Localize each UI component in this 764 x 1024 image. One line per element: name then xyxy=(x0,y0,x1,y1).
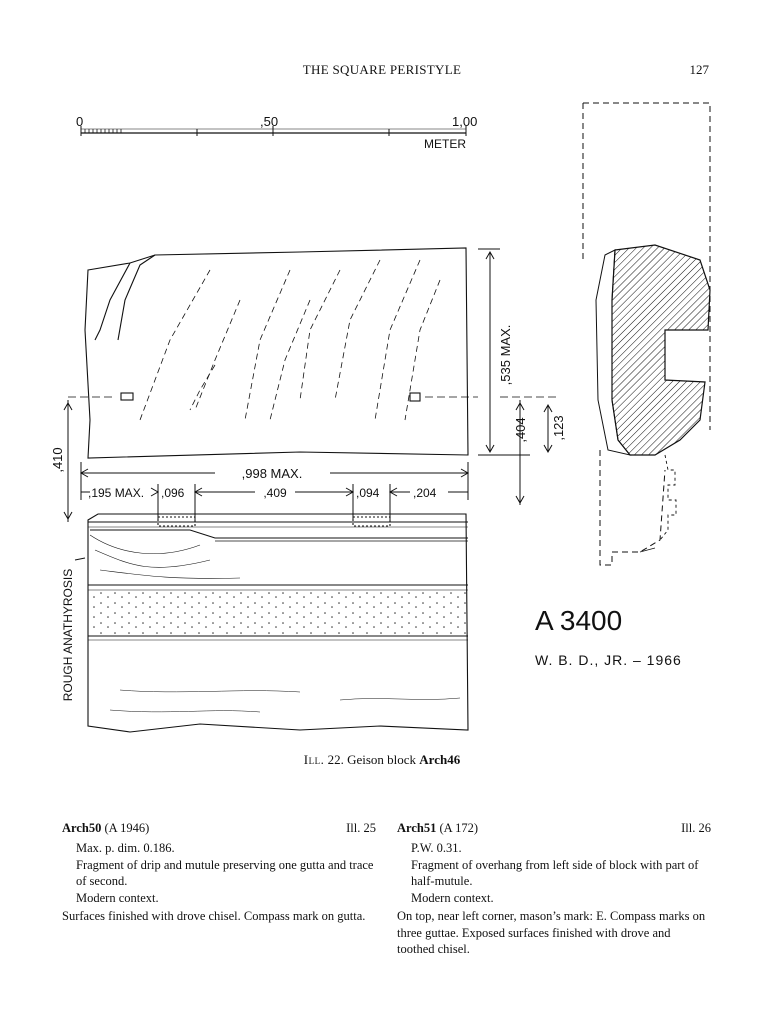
label-rough-anathyrosis: ROUGH ANATHYROSIS xyxy=(61,568,75,702)
catalog-entry-arch51 xyxy=(397,820,711,958)
entry-dimension: P.W. 0.31. xyxy=(411,841,462,855)
entry-dimension: Max. p. dim. 0.186. xyxy=(76,841,175,855)
dim-height-max: ,535 MAX. xyxy=(498,324,513,386)
entry-context: Modern context. xyxy=(76,890,159,905)
bottom-view xyxy=(88,514,468,732)
running-head: THE SQUARE PERISTYLE xyxy=(302,62,462,77)
entry-ill-ref: Ill. 25 xyxy=(346,821,376,835)
entry-ill-ref: Ill. 26 xyxy=(681,821,711,835)
entry-inventory: (A 1946) xyxy=(104,821,150,835)
dim-409: ,409 xyxy=(263,486,287,500)
caption-prefix: Ill. xyxy=(303,752,325,767)
scale-tick-0: 0 xyxy=(76,114,84,129)
caption-text: Geison block xyxy=(347,752,417,767)
entry-description: Fragment of drip and mutule preserving one gutta and trace of second. xyxy=(76,857,374,888)
scale-tick-100: 1,00 xyxy=(452,114,478,129)
dim-094: ,094 xyxy=(356,486,380,500)
dim-410: ,410 xyxy=(50,447,65,473)
scale-tick-50: ,50 xyxy=(260,114,279,129)
caption-number: 22. xyxy=(327,752,344,767)
entry-notes: On top, near left corner, mason’s mark: E. Compass marks on three guttae. Exposed surfaces finished with drove and toothed chisel. xyxy=(397,909,706,956)
caption-object: Arch46 xyxy=(419,752,461,767)
catalog-entry-arch50 xyxy=(62,820,376,925)
dim-204: ,204 xyxy=(413,486,437,500)
scale-bar xyxy=(76,114,477,151)
entry-notes: Surfaces finished with drove chisel. Compass mark on gutta. xyxy=(62,909,366,923)
dim-404: ,404 xyxy=(513,417,528,443)
scale-unit: METER xyxy=(424,137,466,151)
entry-context: Modern context. xyxy=(411,890,494,905)
inventory-number: A 3400 xyxy=(535,605,623,636)
entry-id: Arch50 xyxy=(62,821,102,835)
dim-195: ,195 MAX. xyxy=(88,486,145,500)
dim-123: ,123 xyxy=(551,415,566,441)
entry-description: Fragment of overhang from left side of block with part of half-mutule. xyxy=(411,857,699,888)
drawing-signature: W. B. D., JR. – 1966 xyxy=(535,652,682,668)
page-number: 127 xyxy=(689,62,709,77)
profile-section xyxy=(583,103,710,565)
figure-caption xyxy=(0,752,764,768)
entry-id: Arch51 xyxy=(397,821,437,835)
left-dimension xyxy=(64,400,72,522)
right-dimensions xyxy=(478,249,560,505)
front-elevation xyxy=(68,248,478,458)
dim-length-max: ,998 MAX. xyxy=(241,466,303,481)
entry-inventory: (A 172) xyxy=(439,821,479,835)
dim-096: ,096 xyxy=(161,486,185,500)
